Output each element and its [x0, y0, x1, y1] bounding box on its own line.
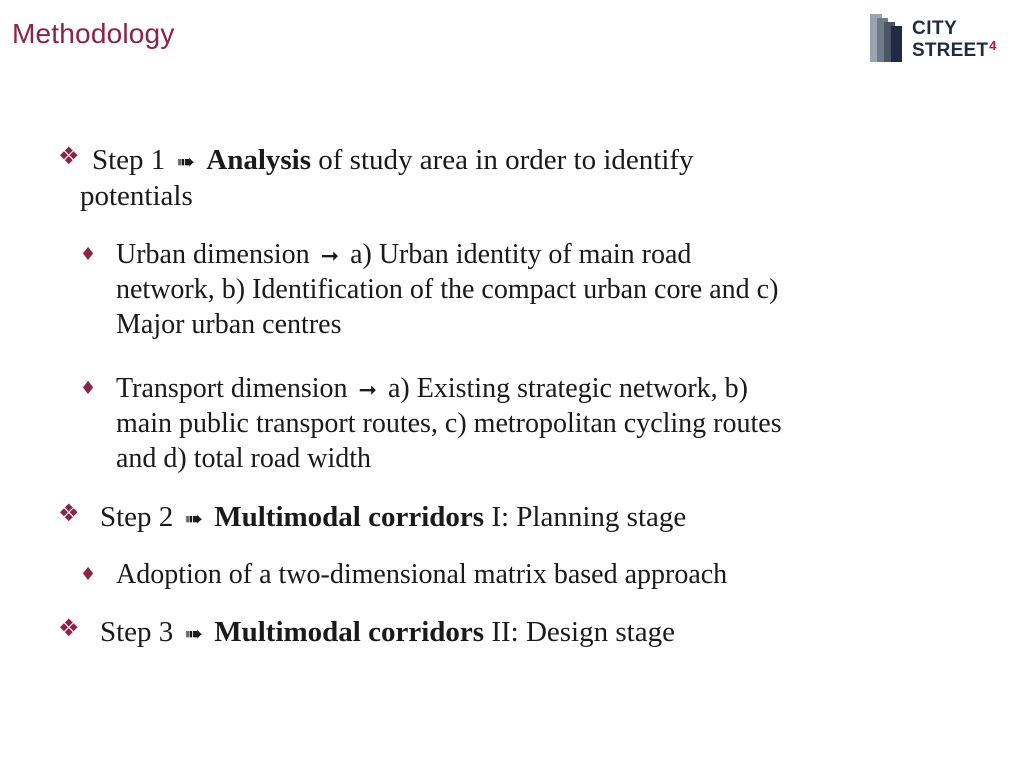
- urban-dimension-line2: network, b) Identification of the compact urban core and c): [116, 274, 779, 305]
- step-1-bullet: [92, 142, 992, 181]
- small-diamond-bullet-icon: ♦: [80, 378, 97, 399]
- arrow-right-icon: ➞: [320, 244, 340, 269]
- arrow-right-icon: ➞: [358, 378, 377, 403]
- urban-dimension-line1: [116, 237, 996, 274]
- diamond-bullet-icon: ❖: [58, 499, 80, 527]
- diamond-bullet-icon: ❖: [58, 142, 80, 170]
- urban-label: Urban dimension: [116, 239, 310, 270]
- arrow-right-icon: ➠: [176, 150, 195, 175]
- step-2-bold: Multimodal corridors: [214, 501, 485, 533]
- transport-dimension-line2: main public transport routes, c) metropolitan cycling routes: [116, 408, 782, 439]
- step-3-label: Step 3: [100, 616, 174, 648]
- step-1-line2: potentials: [80, 180, 193, 212]
- step-3-bold: Multimodal corridors: [214, 616, 485, 648]
- transport-text1: a) Existing strategic network, b): [387, 373, 748, 404]
- logo-street-text: STREET: [912, 40, 989, 61]
- transport-label: Transport dimension: [116, 373, 348, 404]
- step-1-bold: Analysis: [206, 144, 312, 176]
- arrow-right-icon: ➠: [184, 507, 203, 532]
- step-3-bullet: [100, 614, 980, 653]
- small-diamond-bullet-icon: ♦: [80, 564, 97, 585]
- step-2-bullet: [100, 499, 980, 538]
- step-3-rest: II: Design stage: [484, 616, 675, 648]
- logo-line-city: CITY: [912, 18, 958, 39]
- urban-dimension-line3: Major urban centres: [116, 309, 342, 340]
- logo-superscript: 4: [989, 38, 997, 53]
- step-2-label: Step 2: [100, 501, 174, 533]
- adoption-bullet: Adoption of a two-dimensional matrix based approach: [116, 559, 728, 590]
- transport-dimension-line1: [116, 371, 996, 408]
- urban-text1: a) Urban identity of main road: [350, 239, 692, 270]
- step-2-rest: I: Planning stage: [484, 501, 687, 533]
- slide-title: Methodology: [12, 18, 175, 49]
- step-1-rest: of study area in order to identify: [311, 144, 694, 176]
- transport-dimension-line3: and d) total road width: [116, 443, 372, 474]
- small-diamond-bullet-icon: ♦: [80, 244, 97, 265]
- diamond-bullet-icon: ❖: [58, 614, 80, 642]
- step-1-label: Step 1: [92, 144, 166, 176]
- arrow-right-icon: ➠: [184, 622, 203, 647]
